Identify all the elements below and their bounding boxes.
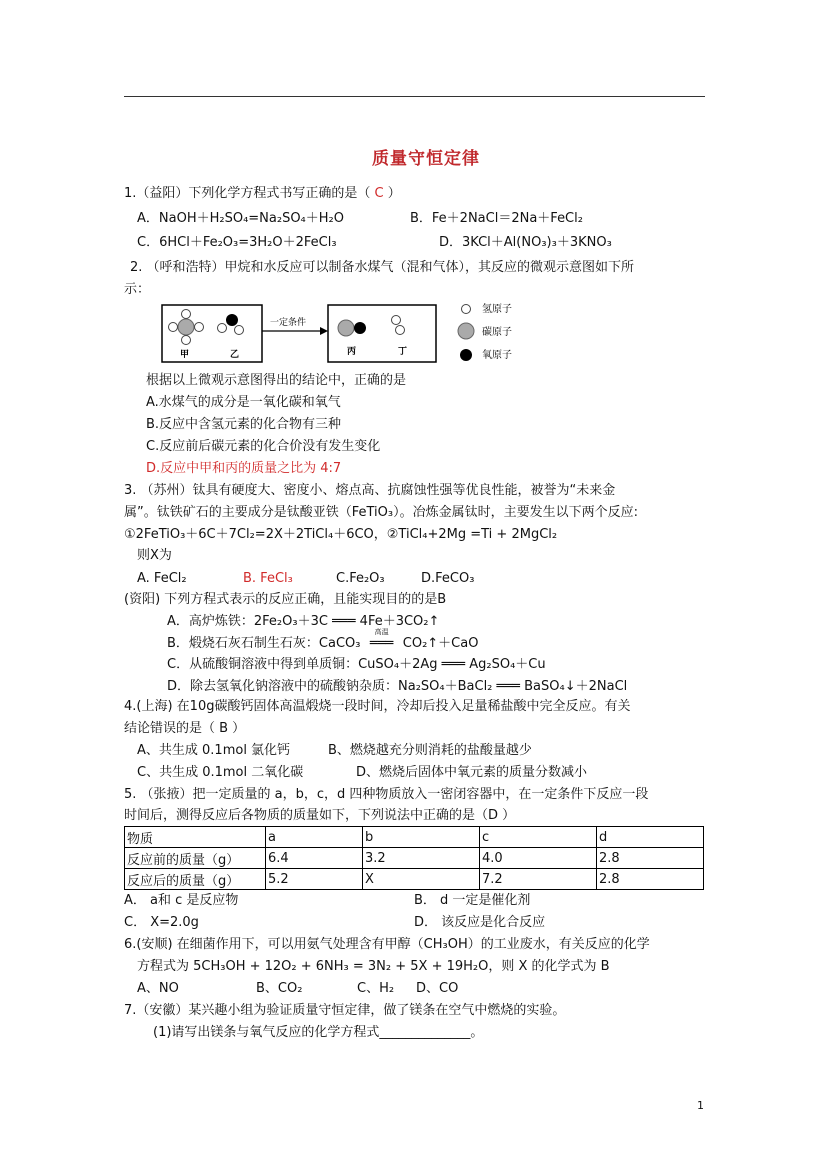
carbon-atom-icon xyxy=(178,319,194,335)
q3-stem-line2: 属”。钛铁矿石的主要成分是钛酸亚铁（FeTiO₃）。冶炼金属钛时，主要发生以下两个反应: xyxy=(124,505,638,520)
table-cell: 反应前的质量（g） xyxy=(125,848,266,869)
q1-stem xyxy=(124,186,401,202)
label-jia: 甲 xyxy=(180,350,190,360)
table-row xyxy=(125,869,704,890)
label-yi: 乙 xyxy=(230,350,240,360)
q6-option-d: D、CO xyxy=(416,981,459,996)
q4-option-c: C、共生成 0.1mol 二氧化碳 xyxy=(137,765,304,780)
q3-option-d: D.FeCO₃ xyxy=(421,571,475,586)
label-bing: 丙 xyxy=(347,347,357,357)
q2-option-b: B.反应中含氢元素的化合物有三种 xyxy=(146,417,342,432)
legend-carbon-label: 碳原子 xyxy=(482,327,512,338)
hydrogen-atom-icon xyxy=(182,310,191,319)
page-number: 1 xyxy=(697,1099,704,1112)
hydrogen-atom-icon xyxy=(392,316,401,325)
q1-answer: C xyxy=(374,186,384,201)
carbon-atom-icon xyxy=(338,320,354,336)
q2-option-c: C.反应前后碳元素的化合价没有发生变化 xyxy=(146,439,381,454)
table-cell: 2.8 xyxy=(597,848,704,869)
legend-oxygen-label: 氧原子 xyxy=(482,350,512,361)
table-cell: 3.2 xyxy=(363,848,480,869)
qz-option-c: C．从硫酸铜溶液中得到单质铜：CuSO₄＋2Ag ═══ Ag₂SO₄＋Cu xyxy=(167,657,546,672)
legend-oxygen-icon xyxy=(460,349,472,361)
q3-option-b: B. FeCl₃ xyxy=(243,571,293,586)
q5-option-b: B． d 一定是催化剂 xyxy=(414,893,531,908)
q3-option-c: C.Fe₂O₃ xyxy=(336,571,385,586)
co-molecule xyxy=(338,320,366,336)
hydrogen-atom-icon xyxy=(195,323,204,332)
table-cell: a xyxy=(266,827,363,848)
oxygen-atom-icon xyxy=(226,314,238,326)
q4-option-d: D、燃烧后固体中氧元素的质量分数减小 xyxy=(356,765,588,780)
table-cell: X xyxy=(363,869,480,890)
q1-option-a: A．NaOH＋H₂SO₄=Na₂SO₄＋H₂O xyxy=(137,211,344,226)
q5-option-a: A． a和 c 是反应物 xyxy=(124,893,239,908)
legend-carbon-icon xyxy=(458,323,474,339)
q2-option-d: D.反应中甲和丙的质量之比为 4:7 xyxy=(146,461,342,476)
q1-stem-text: 1.（益阳）下列化学方程式书写正确的是（ xyxy=(124,186,375,201)
page-title: 质量守恒定律 xyxy=(372,149,480,169)
qz-condition-text: 高温 xyxy=(374,628,389,636)
q1-stem-suffix: ） xyxy=(383,186,401,201)
qz-option-d: D．除去氢氧化钠溶液中的硫酸钠杂质：Na₂SO₄＋BaCl₂ ═══ BaSO₄↓＋2NaCl xyxy=(167,679,628,694)
q1-option-b: B．Fe＋2NaCl＝2Na＋FeCl₂ xyxy=(410,211,583,226)
table-cell: c xyxy=(480,827,597,848)
legend-hydrogen-label: 氢原子 xyxy=(482,304,512,315)
q7-stem: 7.（安徽）某兴趣小组为验证质量守恒定律，做了镁条在空气中燃烧的实验。 xyxy=(124,1003,566,1018)
q5-option-d: D． 该反应是化合反应 xyxy=(414,915,546,930)
q3-ask: 则X为 xyxy=(137,548,172,563)
q3-equations: ①2FeTiO₃＋6C＋7Cl₂=2X＋2TiCl₄＋6CO，②TiCl₄+2Mg =Ti + 2MgCl₂ xyxy=(124,527,558,542)
q2-option-a: A.水煤气的成分是一氧化碳和氧气 xyxy=(146,395,341,410)
table-cell: 7.2 xyxy=(480,869,597,890)
table-row xyxy=(125,827,704,848)
q6-option-c: C、H₂ xyxy=(357,981,395,996)
q1-option-d: D．3KCl＋Al(NO₃)₃＋3KNO₃ xyxy=(439,235,612,250)
q6-option-b: B、CO₂ xyxy=(256,981,303,996)
table-cell: 2.8 xyxy=(597,869,704,890)
q2-stem-line1: 2. （呼和浩特）甲烷和水反应可以制备水煤气（混和气体），其反应的微观示意图如下所 xyxy=(130,260,635,275)
label-ding: 丁 xyxy=(398,347,408,357)
q4-option-a: A、共生成 0.1mol 氯化钙 xyxy=(137,743,291,758)
qz-stem: (资阳) 下列方程式表示的反应正确，且能实现目的的是B xyxy=(124,592,447,607)
condition-label: 一定条件 xyxy=(270,318,307,328)
hydrogen-atom-icon xyxy=(396,326,405,335)
q5-option-c: C． X=2.0g xyxy=(124,915,199,930)
q6-stem-line1: 6.(安顺) 在细菌作用下，可以用氨气处理含有甲醇（CH₃OH）的工业废水，有关反应的化学 xyxy=(124,937,650,952)
arrow-head-icon xyxy=(320,327,328,335)
q6-option-a: A、NO xyxy=(137,981,179,996)
reaction-micro-diagram xyxy=(160,300,540,368)
qz-option-a: A．高炉炼铁：2Fe₂O₃＋3C ═══ 4Fe＋3CO₂↑ xyxy=(167,614,440,629)
q4-option-b: B、燃烧越充分则消耗的盐酸量越少 xyxy=(328,743,532,758)
table-cell: 物质 xyxy=(125,827,266,848)
hydrogen-atom-icon xyxy=(182,336,191,345)
table-cell: b xyxy=(363,827,480,848)
oxygen-atom-icon xyxy=(354,322,366,334)
table-cell: 6.4 xyxy=(266,848,363,869)
legend-hydrogen-icon xyxy=(462,305,471,314)
hydrogen-atom-icon xyxy=(169,323,178,332)
table-cell: 4.0 xyxy=(480,848,597,869)
q4-stem-line1: 4.(上海) 在10g碳酸钙固体高温煅烧一段时间，冷却后投入足量稀盐酸中完全反应。有关 xyxy=(124,699,631,714)
qz-option-b-pre: B．煅烧石灰石制生石灰：CaCO₃ xyxy=(167,636,365,651)
q2-stem-line2: 示： xyxy=(124,282,151,297)
q1-option-c: C．6HCl＋Fe₂O₃=3H₂O＋2FeCl₃ xyxy=(137,235,337,250)
q3-option-a: A. FeCl₂ xyxy=(137,571,187,586)
q5-stem-line1: 5. （张掖）把一定质量的 a，b，c，d 四种物质放入一密闭容器中，在一定条件下反应一段 xyxy=(124,787,649,802)
qz-condition: 高温 ═══ xyxy=(365,636,399,652)
reactant-box xyxy=(162,305,262,362)
q2-lead: 根据以上微观示意图得出的结论中，正确的是 xyxy=(146,373,407,388)
mass-table xyxy=(124,826,704,890)
qz-option-b-post: CO₂↑＋CaO xyxy=(398,636,479,651)
q7-sub1: (1)请写出镁条与氧气反应的化学方程式______________。 xyxy=(153,1025,484,1040)
header-rule xyxy=(124,96,705,97)
q5-stem-line2: 时间后，测得反应后各物质的质量如下，下列说法中正确的是（D ） xyxy=(124,808,516,823)
q4-stem-line2: 结论错误的是（ B ） xyxy=(124,721,246,736)
q3-stem-line1: 3. （苏州）钛具有硬度大、密度小、熔点高、抗腐蚀性强等优良性能，被誉为“未来金 xyxy=(124,483,616,498)
q6-stem-line2: 方程式为 5CH₃OH + 12O₂ + 6NH₃ = 3N₂ + 5X + 19H₂O，则 X 的化学式为 B xyxy=(137,959,610,974)
table-cell: 反应后的质量（g） xyxy=(125,869,266,890)
qz-option-b xyxy=(167,628,479,652)
table-cell: d xyxy=(597,827,704,848)
hydrogen-atom-icon xyxy=(235,326,244,335)
table-row xyxy=(125,848,704,869)
hydrogen-atom-icon xyxy=(218,324,227,333)
table-cell: 5.2 xyxy=(266,869,363,890)
